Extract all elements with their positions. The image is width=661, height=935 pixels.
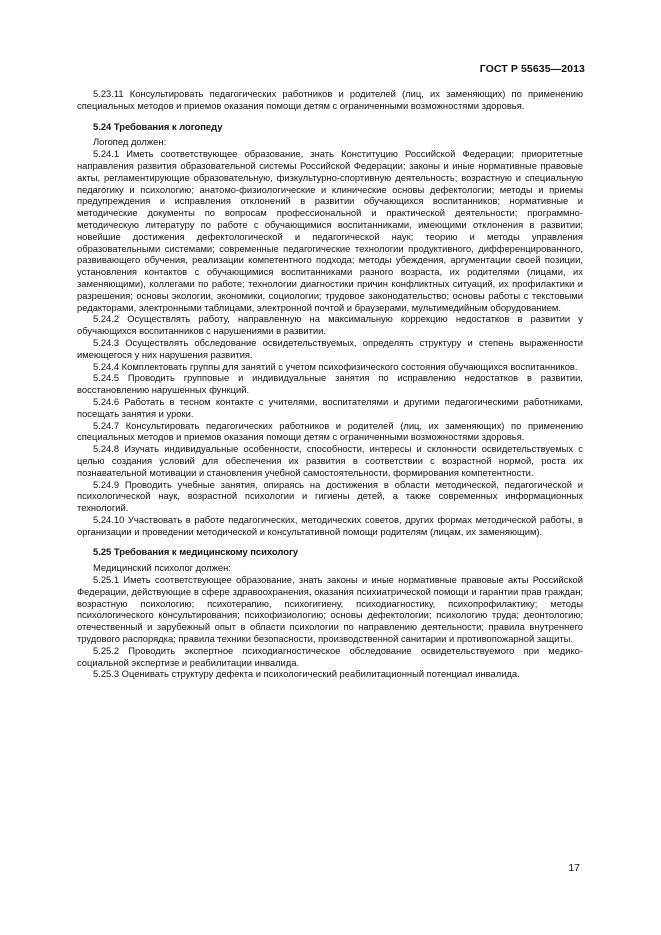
- paragraph-5-24-7: 5.24.7 Консультировать педагогических работников и родителей (лиц, их заменяющих) по применению специальных методов и приемов оказания помощи детям с ограниченными возможностями здоровья.: [77, 419, 583, 443]
- section-heading-5-24: 5.24 Требования к логопеду: [93, 120, 223, 132]
- paragraph-5-24-2: 5.24.2 Осуществлять работу, направленную на максимальную коррекцию недостатков в развитии у обучающихся воспитанников с нарушениями в развитии.: [77, 313, 583, 337]
- paragraph-5-24-6: 5.24.6 Работать в тесном контакте с учителями, воспитателями и другими педагогическими работниками, посещать занятия и уроки.: [77, 395, 583, 419]
- document-code: ГОСТ Р 55635—2013: [479, 63, 585, 75]
- page-number: 17: [568, 862, 580, 874]
- paragraph-5-24-9: 5.24.9 Проводить учебные занятия, опираясь на достижения в области методической, педагогической и психологической наук, возрастной психологии и гигиены детей, а также современных информационных технологий.: [77, 478, 583, 514]
- paragraph-5-25-3: 5.25.3 Оценивать структуру дефекта и психологический реабилитационный потенциал инвалида.: [93, 668, 520, 680]
- paragraph-5-24-3: 5.24.3 Осуществлять обследование освидетельствуемых, определять структуру и степень выраженности имеющегося у них нарушения развития.: [77, 336, 583, 360]
- paragraph-5-24-intro: Логопед должен:: [93, 136, 167, 148]
- paragraph-5-24-8: 5.24.8 Изучать индивидуальные особенности, способности, интересы и склонности освидетельствуемых с целью создания условий для обеспечения их развития в соответствии с возрастной нормой, роста их познавательной мотивации и становления учебной самостоятельности, формирования компетентности.: [77, 443, 583, 478]
- paragraph-5-25-1: 5.25.1 Иметь соответствующее образование, знать законы и иные нормативные правовые акты Российской Федерации, действующие в сфере здравоохранения, оказания психиатрической помощи и гарантии прав граждан; возрастную психологию; психотерапию, психогигиену, психодиагностику, психопрофилактику; методы психологического консультирования; психофизиологию; основы дефектологии; психологию труда; деонтологию; отечественный и зарубежный опыт в области психологии по направлению деятельности; правила внутреннего трудового распорядка; правила техники безопасности, производственной санитарии и противопожарной защиты.: [77, 574, 583, 645]
- paragraph-5-24-4: 5.24.4 Комплектовать группы для занятий с учетом психофизического состояния обучающихся воспитанников.: [93, 360, 578, 372]
- section-heading-5-25: 5.25 Требования к медицинскому психологу: [93, 546, 299, 558]
- page-body: [77, 88, 583, 680]
- paragraph-5-24-1: 5.24.1 Иметь соответствующее образование, знать Конституцию Российской Федерации; приоритетные направления развития образовательной системы Российской Федерации; законы и иные нормативные правовые акты, регламентирующие образовательную, физкультурно-спортивную деятельность; возрастную и специальную педагогику и психологию; анатомо-физиологические и клинические основы дефектологии; методы и приемы предупреждения и исправления отклонений в развитии обучающихся воспитанников; нормативные и методические документы по вопросам профессиональной и практической деятельности; программно-методическую литературу по работе с обучающимися воспитанниками, имеющими отклонения в развитии; новейшие достижения дефектологической и педагогической наук; теорию и методы управления образовательными системами; современные педагогические технологии продуктивного, дифференцированного, развивающего обучения, реализации компетентного подхода; методы убеждения, аргументации своей позиции, установления контактов с обучающимися воспитанниками разного возраста, их родителями (лицами, их заменяющими), коллегами по работе; технологии диагностики причин конфликтных ситуаций, их профилактики и разрешения; основы экологии, экономики, социологии; трудовое законодательство; основы работы с текстовыми редакторами, электронными таблицами, электронной почтой и браузерами, мультимедийным оборудованием.: [77, 148, 583, 313]
- paragraph-5-25-intro: Медицинский психолог должен:: [93, 562, 231, 574]
- paragraph-5-24-10: 5.24.10 Участвовать в работе педагогических, методических советов, других формах методической работы, в организации и проведении методической и консультативной помощи родителям (лицам, их заменяющим).: [77, 513, 583, 537]
- paragraph-5-23-11: 5.23.11 Консультировать педагогических работников и родителей (лиц, их заменяющих) по применению специальных методов и приемов оказания помощи детям с ограниченными возможностями здоровья.: [77, 88, 583, 111]
- paragraph-5-25-2: 5.25.2 Проводить экспертное психодиагностическое обследование освидетельствуемого при медико-социальной экспертизе и реабилитации инвалида.: [77, 644, 583, 668]
- paragraph-5-24-5: 5.24.5 Проводить групповые и индивидуальные занятия по исправлению недостатков в развитии, восстановлению нарушенных функций.: [77, 372, 583, 396]
